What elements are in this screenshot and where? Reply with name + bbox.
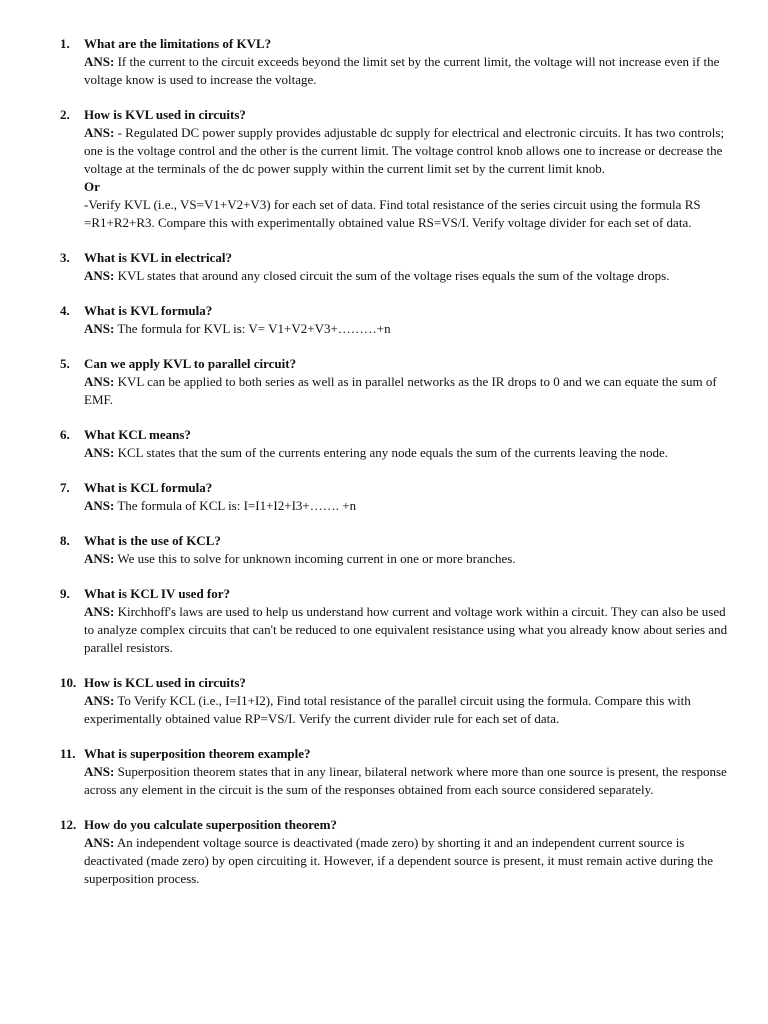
answer: [84, 267, 728, 285]
question-text: What is the use of KCL?: [84, 533, 221, 548]
question-number: 7.: [60, 480, 70, 495]
answer-label: ANS:: [84, 374, 115, 389]
question-text: How is KCL used in circuits?: [84, 675, 246, 690]
answer-text: If the current to the circuit exceeds beyond the limit set by the current limit, the voltage will not increase even if the voltage know is used to increase the voltage.: [84, 54, 720, 87]
question-text: What KCL means?: [84, 427, 191, 442]
qa-item-3: [0, 249, 768, 285]
answer-text: - Regulated DC power supply provides adjustable dc supply for electrical and electronic circuits. It has two controls; one is the voltage control and the other is the current limit. The voltage control knob allows one to increase or decrease the voltage at the terminals of the dc power supply within the current limit set by the current limit knob.: [84, 125, 725, 176]
answer-text: The formula of KCL is: I=I1+I2+I3+……. +n: [117, 498, 357, 513]
answer-label: ANS:: [84, 551, 115, 566]
answer-label: ANS:: [84, 445, 115, 460]
question-number: 12.: [60, 817, 77, 832]
answer-label: ANS:: [84, 268, 115, 283]
question-text: What is KVL formula?: [84, 303, 213, 318]
answer-alternative-text: -Verify KVL (i.e., VS=V1+V2+V3) for each set of data. Find total resistance of the series circuit using the formula RS =R1+R2+R3. Compare this with experimentally obtained value RS=VS/I. Verify voltage divider for each set of data.: [84, 197, 701, 230]
answer: [84, 834, 728, 888]
question-number: 1.: [60, 36, 70, 51]
question-text: What is KCL formula?: [84, 480, 213, 495]
question-number: 11.: [60, 746, 76, 761]
answer-text: An independent voltage source is deactivated (made zero) by shorting it and an independent current source is deactivated (made zero) by open circuiting it. However, if a dependent source is present, it must remain active during the superposition process.: [84, 835, 714, 886]
answer: [84, 53, 728, 89]
question-number: 3.: [60, 250, 70, 265]
answer-label: ANS:: [84, 764, 115, 779]
question-number: 4.: [60, 303, 70, 318]
answer: [84, 550, 728, 568]
qa-item-2: [0, 106, 768, 232]
question-text: What is superposition theorem example?: [84, 746, 311, 761]
answer: [84, 603, 728, 657]
qa-list: [0, 35, 768, 888]
answer-text: The formula for KVL is: V= V1+V2+V3+………+n: [117, 321, 391, 336]
answer-label: ANS:: [84, 604, 115, 619]
answer-text: Superposition theorem states that in any linear, bilateral network where more than one source is present, the response across any element in the circuit is the sum of the responses obtained from each source considered separately.: [84, 764, 727, 797]
answer: [84, 692, 728, 728]
answer-text: We use this to solve for unknown incoming current in one or more branches.: [117, 551, 516, 566]
qa-item-7: [0, 479, 768, 515]
answer-text: KVL can be applied to both series as well as in parallel networks as the IR drops to 0 and we can equate the sum of EMF.: [84, 374, 717, 407]
answer-label: ANS:: [84, 54, 115, 69]
answer-label: ANS:: [84, 498, 115, 513]
question-number: 5.: [60, 356, 70, 371]
question-text: How is KVL used in circuits?: [84, 107, 246, 122]
answer: [84, 763, 728, 799]
question-number: 8.: [60, 533, 70, 548]
qa-item-1: [0, 35, 768, 89]
qa-item-6: [0, 426, 768, 462]
answer-label: ANS:: [84, 125, 115, 140]
answer: [84, 497, 728, 515]
or-label: Or: [84, 179, 100, 194]
qa-item-5: [0, 355, 768, 409]
answer: [84, 124, 728, 178]
qa-item-9: [0, 585, 768, 657]
qa-item-10: [0, 674, 768, 728]
answer-text: KCL states that the sum of the currents entering any node equals the sum of the currents leaving the node.: [117, 445, 669, 460]
question-text: What are the limitations of KVL?: [84, 36, 272, 51]
question-number: 10.: [60, 675, 77, 690]
answer-label: ANS:: [84, 693, 115, 708]
question-text: What is KCL IV used for?: [84, 586, 231, 601]
question-text: How do you calculate superposition theorem?: [84, 817, 337, 832]
answer-label: ANS:: [84, 835, 115, 850]
question-text: What is KVL in electrical?: [84, 250, 233, 265]
qa-item-4: [0, 302, 768, 338]
answer: [84, 320, 728, 338]
answer: [84, 373, 728, 409]
answer-text: Kirchhoff's laws are used to help us understand how current and voltage work within a circuit. They can also be used to analyze complex circuits that can't be reduced to one equivalent resistance using what you already know about series and parallel resistors.: [84, 604, 728, 655]
question-text: Can we apply KVL to parallel circuit?: [84, 356, 297, 371]
question-number: 6.: [60, 427, 70, 442]
qa-item-11: [0, 745, 768, 799]
answer-label: ANS:: [84, 321, 115, 336]
question-number: 2.: [60, 107, 70, 122]
answer-text: KVL states that around any closed circuit the sum of the voltage rises equals the sum of the voltage drops.: [117, 268, 670, 283]
answer: [84, 444, 728, 462]
answer-text: To Verify KCL (i.e., I=I1+I2), Find total resistance of the parallel circuit using the formula. Compare this with experimentally obtained value RP=VS/I. Verify the current divider rule for each set of data.: [84, 693, 691, 726]
qa-item-8: [0, 532, 768, 568]
question-number: 9.: [60, 586, 70, 601]
qa-item-12: [0, 816, 768, 888]
